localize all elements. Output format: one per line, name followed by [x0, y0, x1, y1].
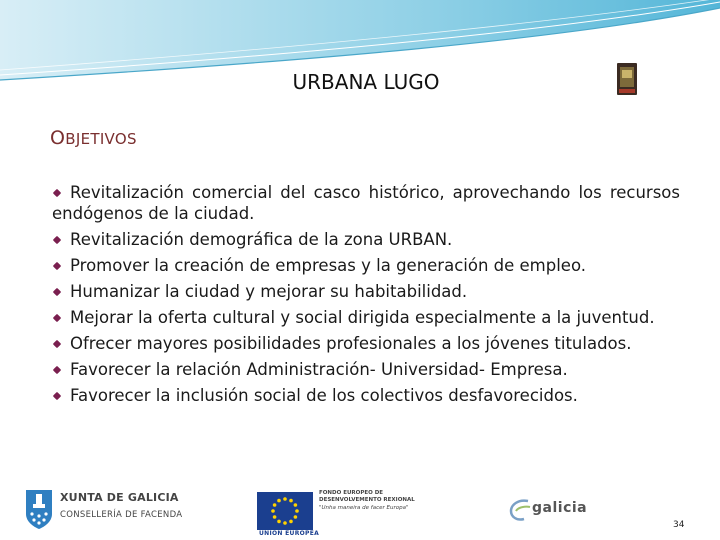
- objective-item: Revitalización comercial del casco histórico, aprovechando los recursos endógenos de la ciudad.: [52, 183, 680, 223]
- diamond-bullet-icon: [53, 261, 61, 269]
- objective-item: Favorecer la relación Administración- Universidad- Empresa.: [52, 359, 680, 380]
- objective-item: Promover la creación de empresas y la generación de empleo.: [52, 255, 680, 276]
- galicia-wordmark: galicia: [532, 500, 588, 516]
- diamond-bullet-icon: [53, 188, 61, 196]
- xunta-name: XUNTA DE GALICIA: [60, 491, 179, 504]
- fund-text: FONDO EUROPEO DE DESENVOLVEMENTO REXIONAL "Unha maneira de facer Europa": [319, 490, 415, 511]
- diamond-bullet-icon: [53, 235, 61, 243]
- objective-item: Ofrecer mayores posibilidades profesionales a los jóvenes titulados.: [52, 333, 680, 354]
- eu-caption: UNIÓN EUROPEA: [259, 530, 320, 537]
- objective-item: Mejorar la oferta cultural y social dirigida especialmente a la juventud.: [52, 307, 680, 328]
- objective-item: Revitalización demográfica de la zona URBAN.: [52, 229, 680, 250]
- eu-flag-icon: [257, 492, 313, 530]
- galicia-logo: [508, 495, 590, 525]
- page-number: 34: [673, 520, 685, 530]
- xunta-shield-icon: [24, 488, 54, 530]
- urbana-emblem-icon: [615, 61, 639, 97]
- eu-logo: [257, 489, 437, 539]
- objective-item: Humanizar la ciudad y mejorar su habitabilidad.: [52, 281, 680, 302]
- diamond-bullet-icon: [53, 287, 61, 295]
- section-heading: [50, 127, 137, 149]
- diamond-bullet-icon: [53, 391, 61, 399]
- xunta-department: CONSELLERÍA DE FACENDA: [60, 510, 183, 520]
- diamond-bullet-icon: [53, 313, 61, 321]
- diamond-bullet-icon: [53, 365, 61, 373]
- objectives-list: [52, 182, 680, 411]
- diamond-bullet-icon: [53, 339, 61, 347]
- section-heading-initial: O: [50, 127, 66, 149]
- section-heading-rest: BJETIVOS: [65, 130, 137, 148]
- page-title: URBANA LUGO: [292, 70, 440, 94]
- xunta-logo: [24, 488, 184, 530]
- galicia-logo-icon: [508, 497, 532, 523]
- objective-item: Favorecer la inclusión social de los colectivos desfavorecidos.: [52, 385, 680, 406]
